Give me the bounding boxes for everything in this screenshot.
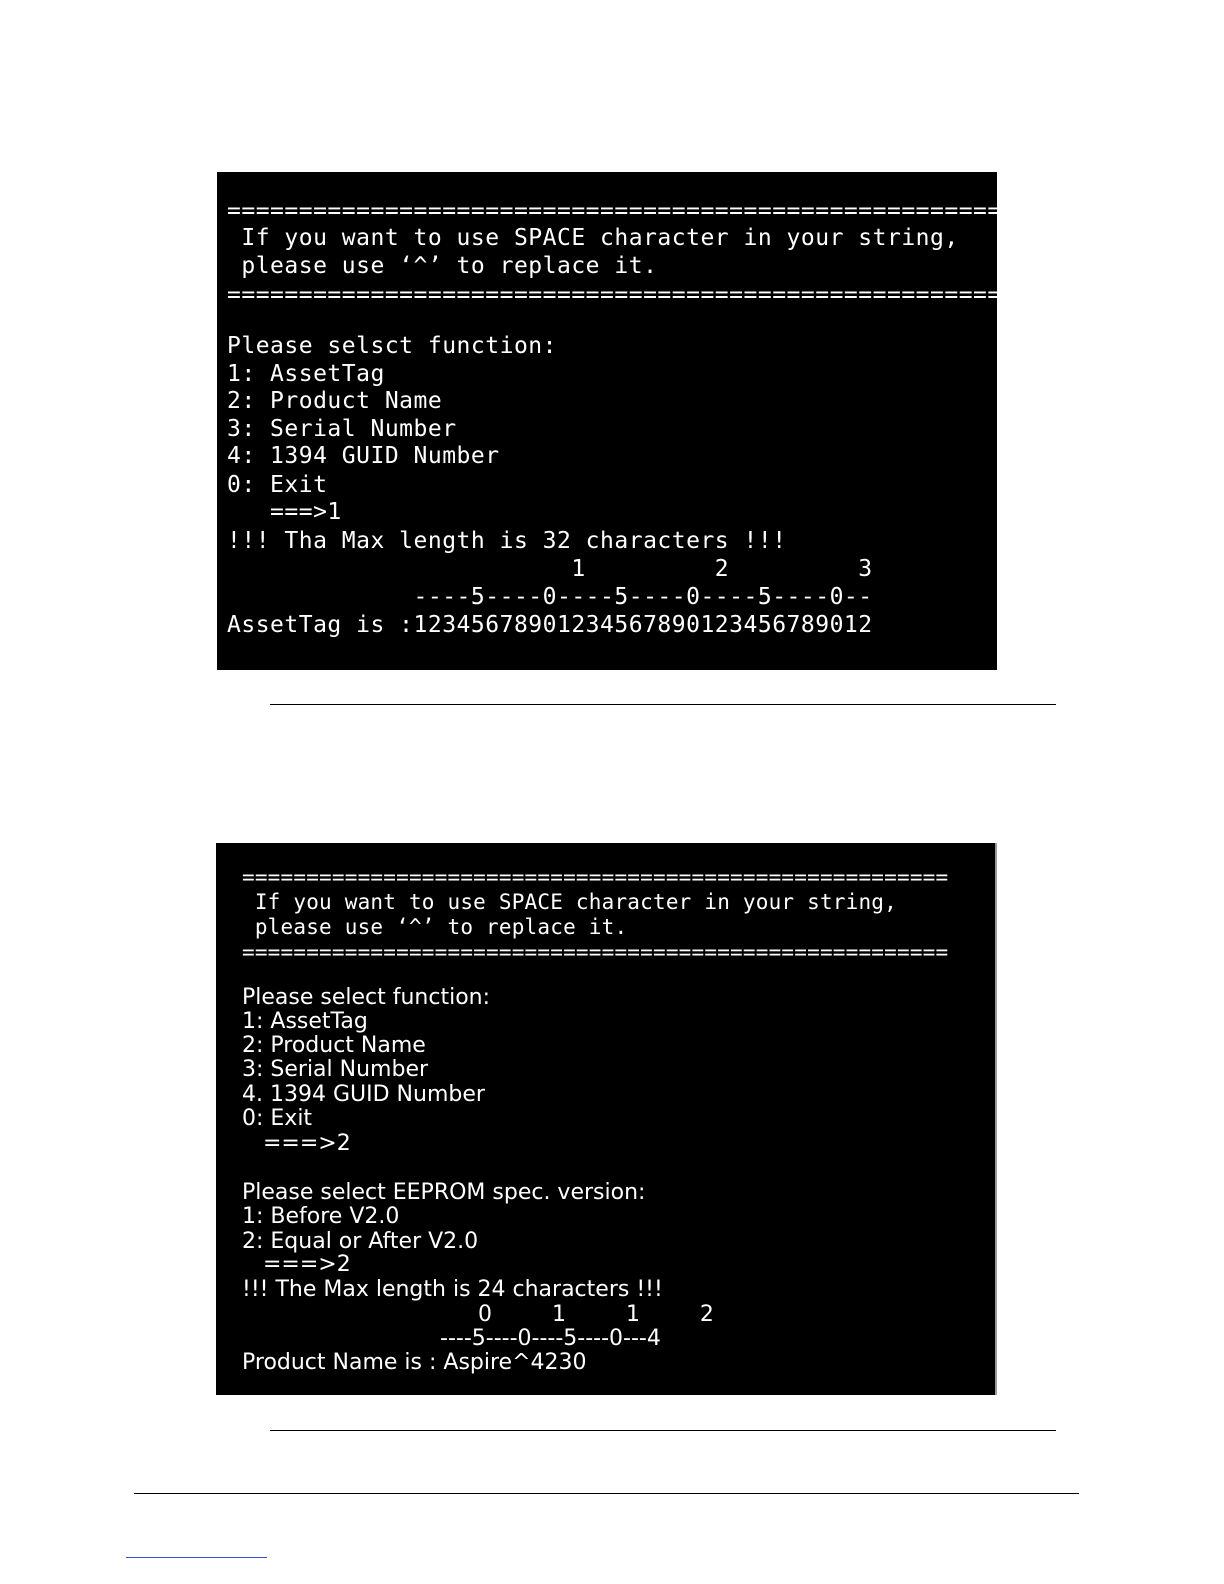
space-hint-line-2: please use ‘^’ to replace it. <box>227 253 658 279</box>
max-length-notice: !!! Tha Max length is 32 characters !!! <box>227 528 787 554</box>
menu-item-product-name: 2: Product Name <box>227 388 443 414</box>
select-function-prompt: Please selsct function: <box>227 333 557 359</box>
user-input-choice: ===>1 <box>227 499 342 525</box>
footer-link-underline <box>126 1557 267 1558</box>
menu-item-serial-number: 3: Serial Number <box>242 1057 429 1082</box>
menu-item-guid-number: 4. 1394 GUID Number <box>242 1082 485 1107</box>
separator-top: ======================================================= <box>227 198 1017 224</box>
max-length-notice: !!! The Max length is 24 characters !!! <box>242 1277 663 1302</box>
terminal-screenshot-product-name <box>216 843 997 1395</box>
space-hint-line-1: If you want to use SPACE character in your string, <box>227 225 959 251</box>
ruler-units: ----5----0----5----0----5----0-- <box>227 584 873 610</box>
menu-item-serial-number: 3: Serial Number <box>227 416 457 442</box>
select-function-prompt: Please select function: <box>242 985 491 1010</box>
menu-item-exit: 0: Exit <box>242 1106 313 1131</box>
space-hint-line-2: please use ‘^’ to replace it. <box>242 915 628 939</box>
separator-top: ======================================================= <box>242 865 949 889</box>
assettag-value-line: AssetTag is :12345678901234567890123456789012 <box>227 612 873 638</box>
eeprom-option-before: 1: Before V2.0 <box>242 1204 400 1229</box>
caption-rule-1 <box>270 704 1056 705</box>
eeprom-option-after: 2: Equal or After V2.0 <box>242 1229 479 1254</box>
menu-item-assettag: 1: AssetTag <box>227 361 385 387</box>
ruler-tens: 0 1 1 2 <box>478 1302 714 1327</box>
ruler-tens: 1 2 3 <box>227 556 873 582</box>
separator-bottom: ======================================================= <box>242 940 949 964</box>
ruler-units: ----5----0----5----0---4 <box>440 1326 661 1351</box>
product-name-value-line: Product Name is : Aspire^4230 <box>242 1350 587 1375</box>
menu-item-guid-number: 4: 1394 GUID Number <box>227 443 500 469</box>
menu-item-product-name: 2: Product Name <box>242 1033 426 1058</box>
page-footer-rule <box>134 1493 1079 1494</box>
caption-rule-2 <box>270 1430 1056 1431</box>
menu-item-exit: 0: Exit <box>227 472 328 498</box>
terminal-screenshot-assettag <box>217 172 1017 670</box>
separator-bottom: ======================================================= <box>227 282 1017 308</box>
space-hint-line-1: If you want to use SPACE character in your string, <box>242 890 897 914</box>
user-input-version: ===>2 <box>242 1252 351 1277</box>
eeprom-version-prompt: Please select EEPROM spec. version: <box>242 1180 646 1205</box>
menu-item-assettag: 1: AssetTag <box>242 1009 368 1034</box>
user-input-choice: ===>2 <box>242 1131 351 1156</box>
